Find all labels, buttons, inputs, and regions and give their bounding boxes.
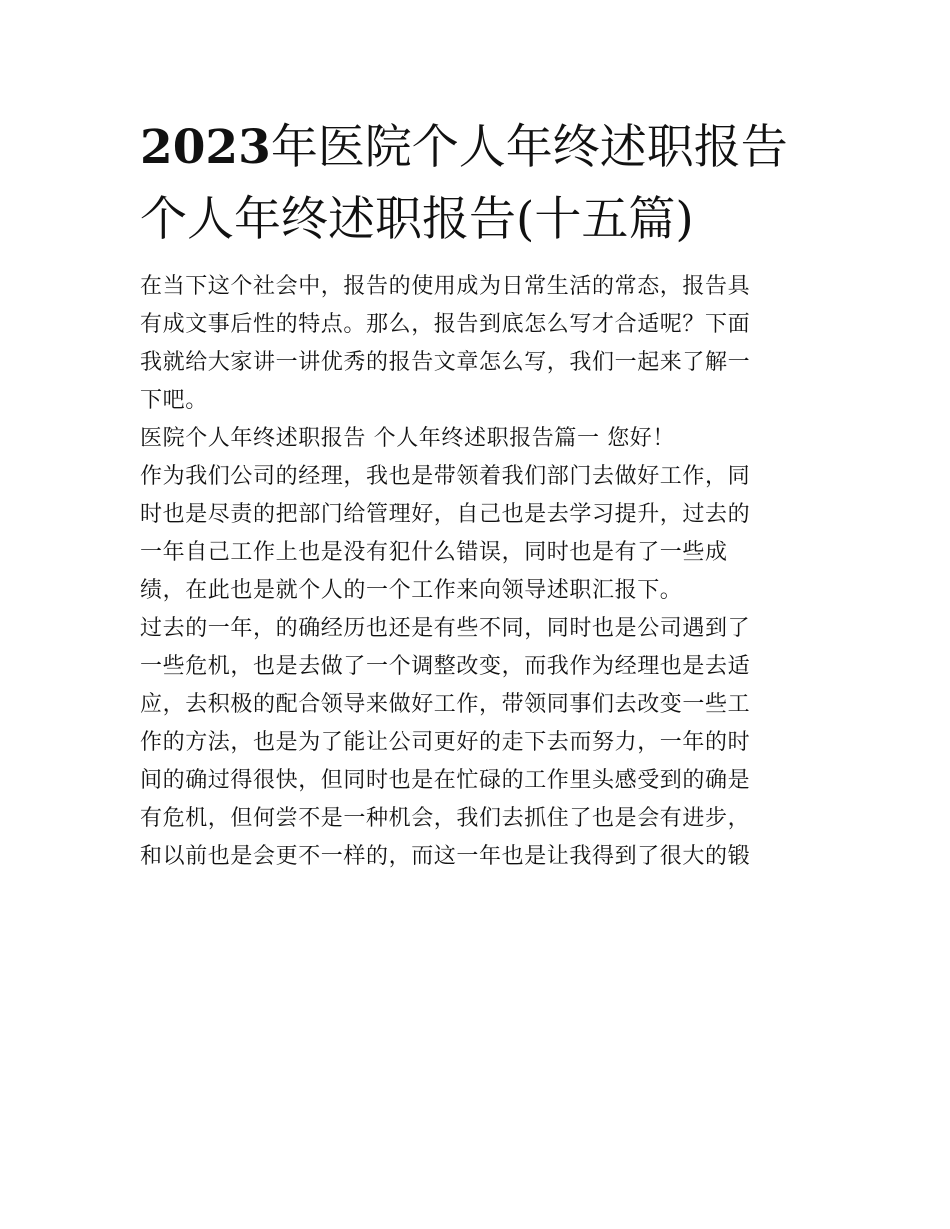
paragraph-line: 一些危机，也是去做了一个调整改变，而我作为经理也是去适 (140, 654, 751, 679)
document-content (140, 112, 820, 876)
title-line-1 (140, 120, 788, 175)
document-title (140, 112, 820, 256)
paragraph-body-2 (140, 610, 820, 876)
title-year: 2023 (140, 120, 271, 175)
paragraph-line: 和以前也是会更不一样的，而这一年也是让我得到了很大的锻 (140, 844, 751, 869)
paragraph-heading (140, 420, 820, 458)
paragraph-line: 有危机，但何尝不是一种机会，我们去抓住了也是会有进步， (140, 806, 751, 831)
paragraph-line: 下吧。 (140, 388, 208, 413)
paragraph-line: 在当下这个社会中，报告的使用成为日常生活的常态，报告具 (140, 274, 751, 299)
paragraph-line: 作为我们公司的经理，我也是带领着我们部门去做好工作，同 (140, 464, 751, 489)
paragraph-line: 作的方法，也是为了能让公司更好的走下去而努力，一年的时 (140, 730, 751, 755)
title-line-2: 个人年终述职报告(十五篇) (140, 192, 694, 247)
section-heading-line: 医院个人年终述职报告 个人年终述职报告篇一 您好！ (140, 426, 675, 451)
paragraph-line: 时也是尽责的把部门给管理好，自己也是去学习提升，过去的 (140, 502, 751, 527)
paragraph-line: 过去的一年，的确经历也还是有些不同，同时也是公司遇到了 (140, 616, 751, 641)
paragraph-body-1 (140, 458, 820, 610)
paragraph-line: 绩，在此也是就个人的一个工作来向领导述职汇报下。 (140, 578, 683, 603)
paragraph-line: 间的确过得很快，但同时也是在忙碌的工作里头感受到的确是 (140, 768, 751, 793)
paragraph-line: 有成文事后性的特点。那么，报告到底怎么写才合适呢？下面 (140, 312, 751, 337)
paragraph-line: 应，去积极的配合领导来做好工作，带领同事们去改变一些工 (140, 692, 751, 717)
paragraph-line: 我就给大家讲一讲优秀的报告文章怎么写，我们一起来了解一 (140, 350, 751, 375)
paragraph-intro (140, 268, 820, 420)
paragraph-line: 一年自己工作上也是没有犯什么错误，同时也是有了一些成 (140, 540, 728, 565)
title-line-1-text: 年医院个人年终述职报告 (270, 120, 788, 175)
